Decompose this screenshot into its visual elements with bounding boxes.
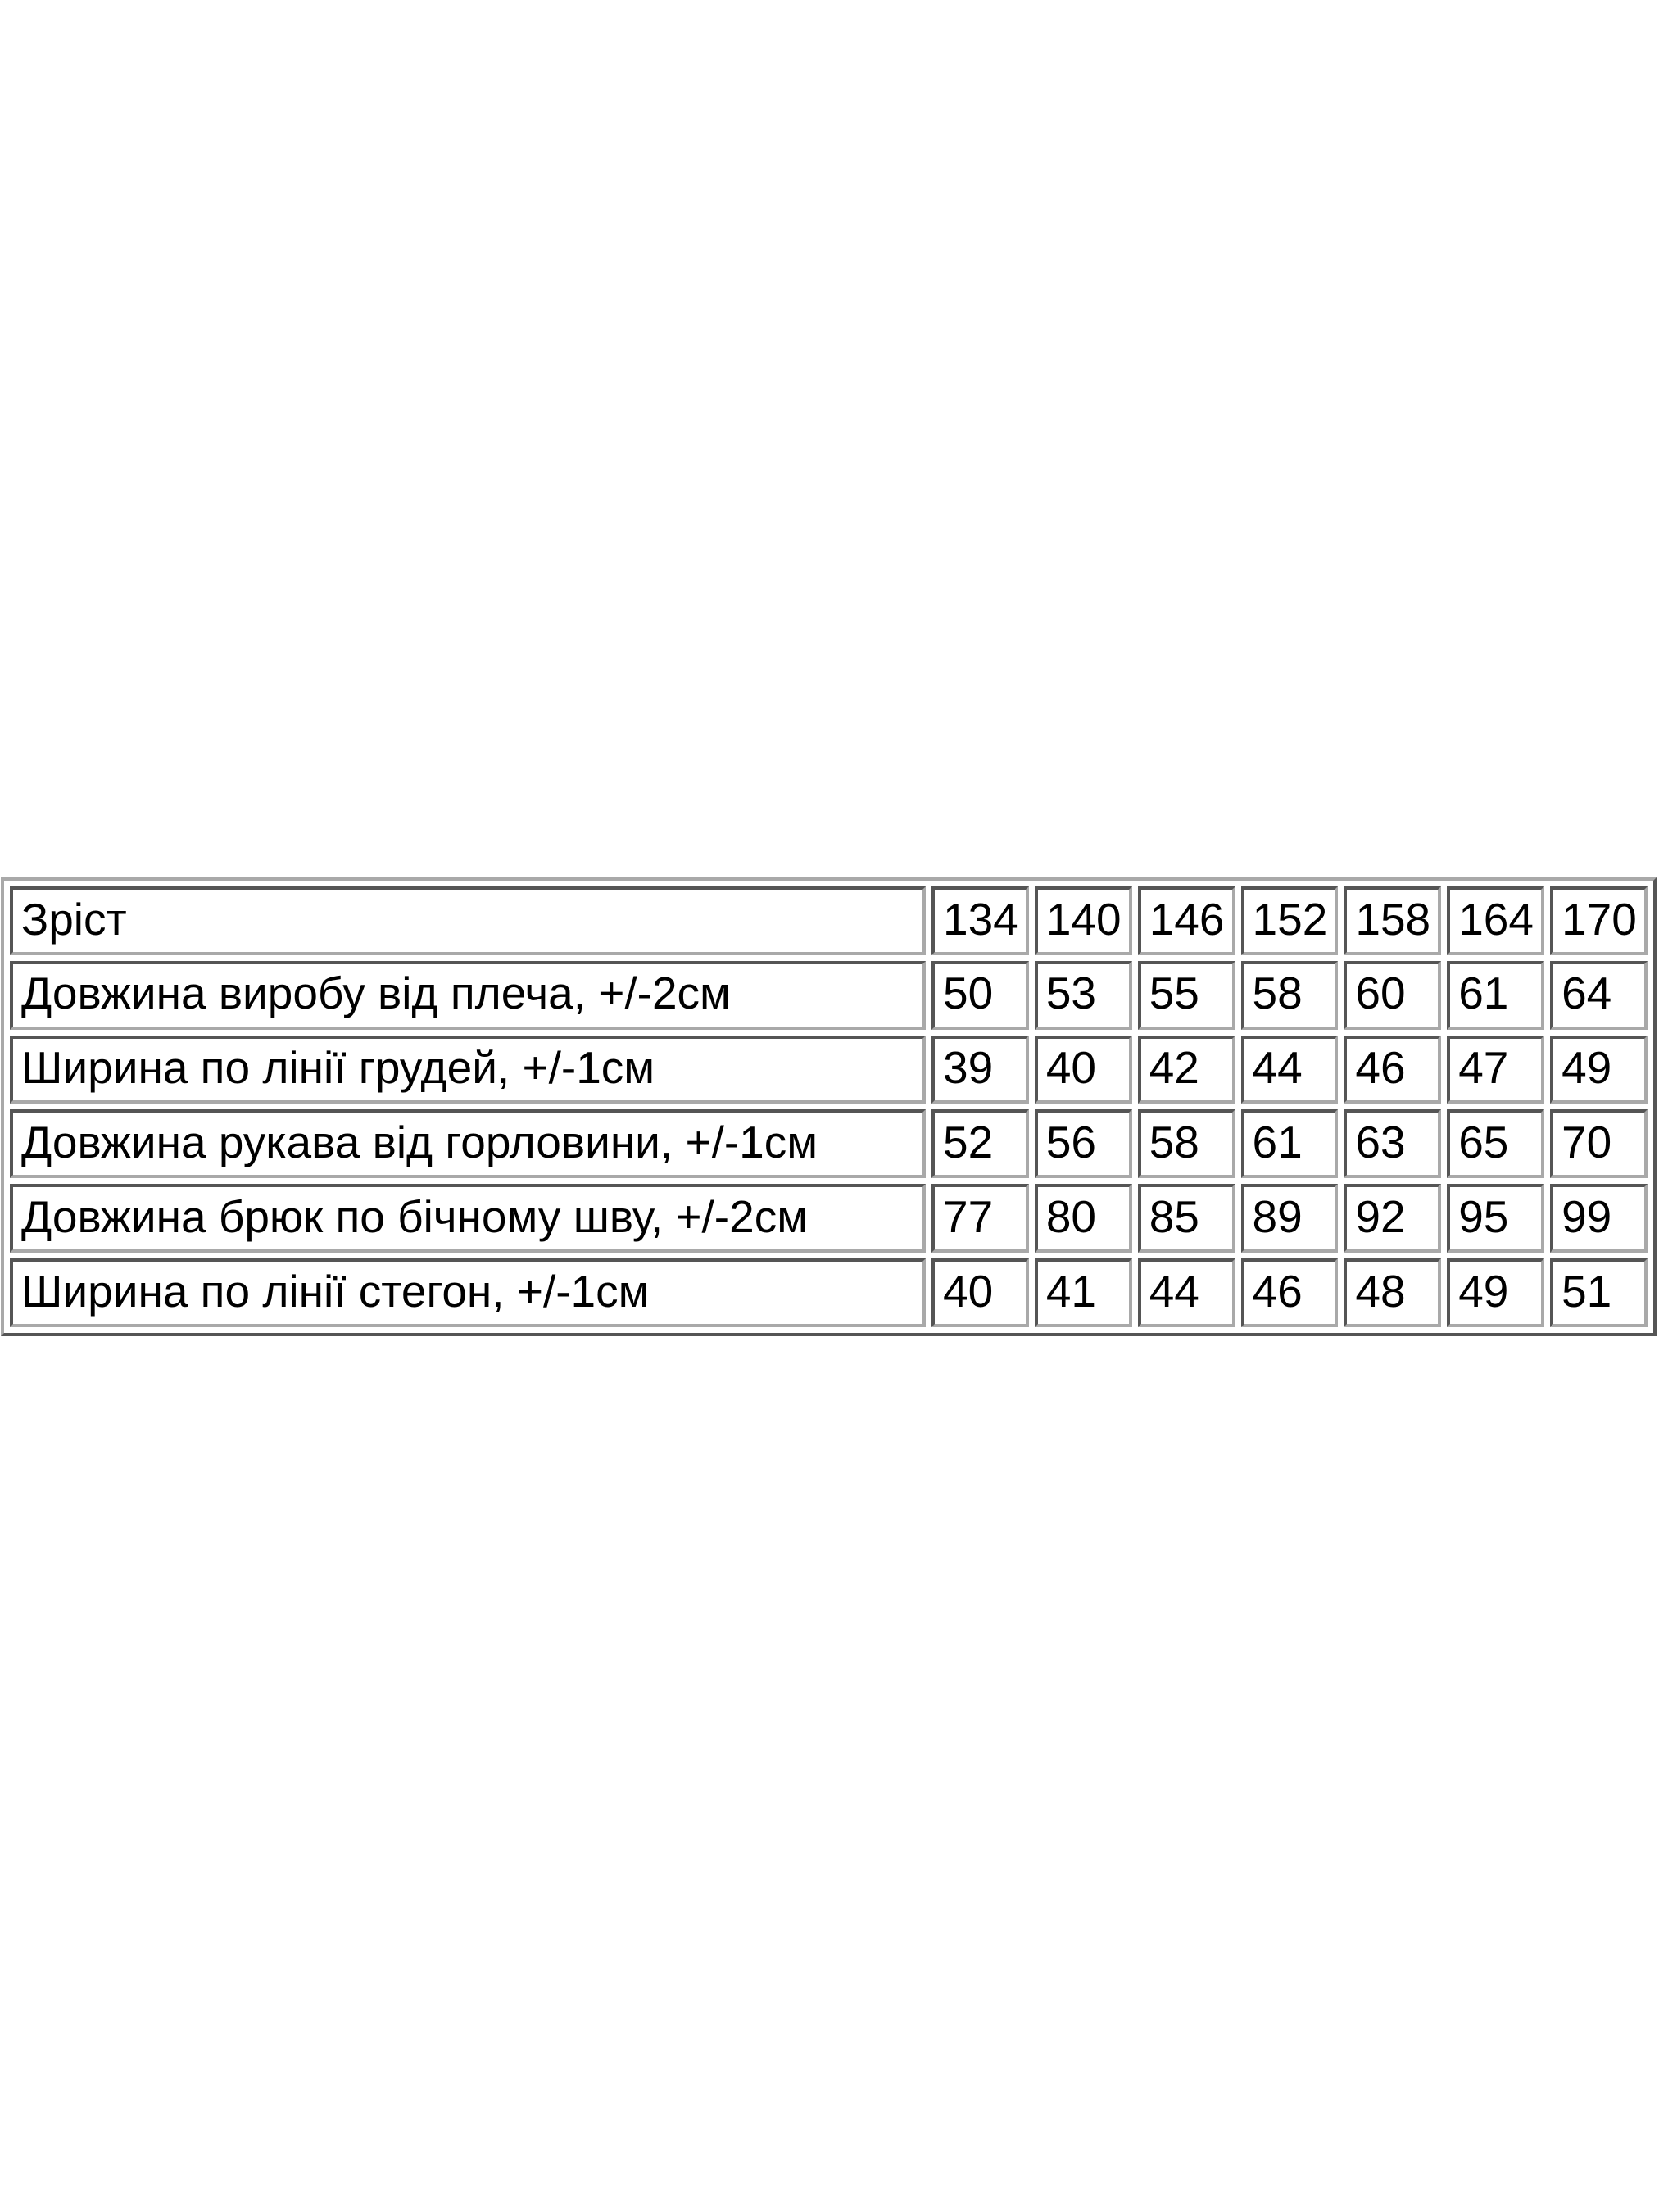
value-cell: 77 [931, 1184, 1029, 1253]
value-cell: 70 [1550, 1109, 1648, 1178]
value-cell: 49 [1550, 1036, 1648, 1104]
value-cell: 48 [1344, 1258, 1441, 1327]
value-cell: 61 [1241, 1109, 1339, 1178]
value-cell: 80 [1035, 1184, 1132, 1253]
value-cell: 53 [1035, 961, 1132, 1030]
value-cell: 63 [1344, 1109, 1441, 1178]
value-cell: 58 [1241, 961, 1339, 1030]
value-cell: 158 [1344, 886, 1441, 955]
value-cell: 92 [1344, 1184, 1441, 1253]
value-cell: 56 [1035, 1109, 1132, 1178]
row-label-trouser-length: Довжина брюк по бічному шву, +/-2см [10, 1184, 926, 1253]
table-row-trouser-length [10, 1184, 1648, 1253]
table-row-product-length [10, 961, 1648, 1030]
value-cell: 42 [1138, 1036, 1235, 1104]
row-label-sleeve-length: Довжина рукава від горловини, +/-1см [10, 1109, 926, 1178]
value-cell: 134 [931, 886, 1029, 955]
row-label-chest-width: Ширина по лінії грудей, +/-1см [10, 1036, 926, 1104]
value-cell: 85 [1138, 1184, 1235, 1253]
value-cell: 99 [1550, 1184, 1648, 1253]
value-cell: 39 [931, 1036, 1029, 1104]
value-cell: 152 [1241, 886, 1339, 955]
value-cell: 51 [1550, 1258, 1648, 1327]
value-cell: 170 [1550, 886, 1648, 955]
value-cell: 95 [1447, 1184, 1544, 1253]
table-row-hip-width [10, 1258, 1648, 1327]
value-cell: 164 [1447, 886, 1544, 955]
size-chart-table [1, 877, 1657, 1336]
value-cell: 41 [1035, 1258, 1132, 1327]
value-cell: 49 [1447, 1258, 1544, 1327]
value-cell: 46 [1344, 1036, 1441, 1104]
row-label-height: Зріст [10, 886, 926, 955]
value-cell: 140 [1035, 886, 1132, 955]
table-row-height [10, 886, 1648, 955]
value-cell: 44 [1241, 1036, 1339, 1104]
value-cell: 89 [1241, 1184, 1339, 1253]
value-cell: 50 [931, 961, 1029, 1030]
value-cell: 58 [1138, 1109, 1235, 1178]
value-cell: 146 [1138, 886, 1235, 955]
value-cell: 60 [1344, 961, 1441, 1030]
value-cell: 52 [931, 1109, 1029, 1178]
value-cell: 61 [1447, 961, 1544, 1030]
row-label-product-length: Довжина виробу від плеча, +/-2см [10, 961, 926, 1030]
value-cell: 55 [1138, 961, 1235, 1030]
value-cell: 64 [1550, 961, 1648, 1030]
value-cell: 65 [1447, 1109, 1544, 1178]
value-cell: 44 [1138, 1258, 1235, 1327]
row-label-hip-width: Ширина по лінії стегон, +/-1см [10, 1258, 926, 1327]
table-row-sleeve-length [10, 1109, 1648, 1178]
value-cell: 40 [931, 1258, 1029, 1327]
value-cell: 47 [1447, 1036, 1544, 1104]
value-cell: 40 [1035, 1036, 1132, 1104]
value-cell: 46 [1241, 1258, 1339, 1327]
table-row-chest-width [10, 1036, 1648, 1104]
